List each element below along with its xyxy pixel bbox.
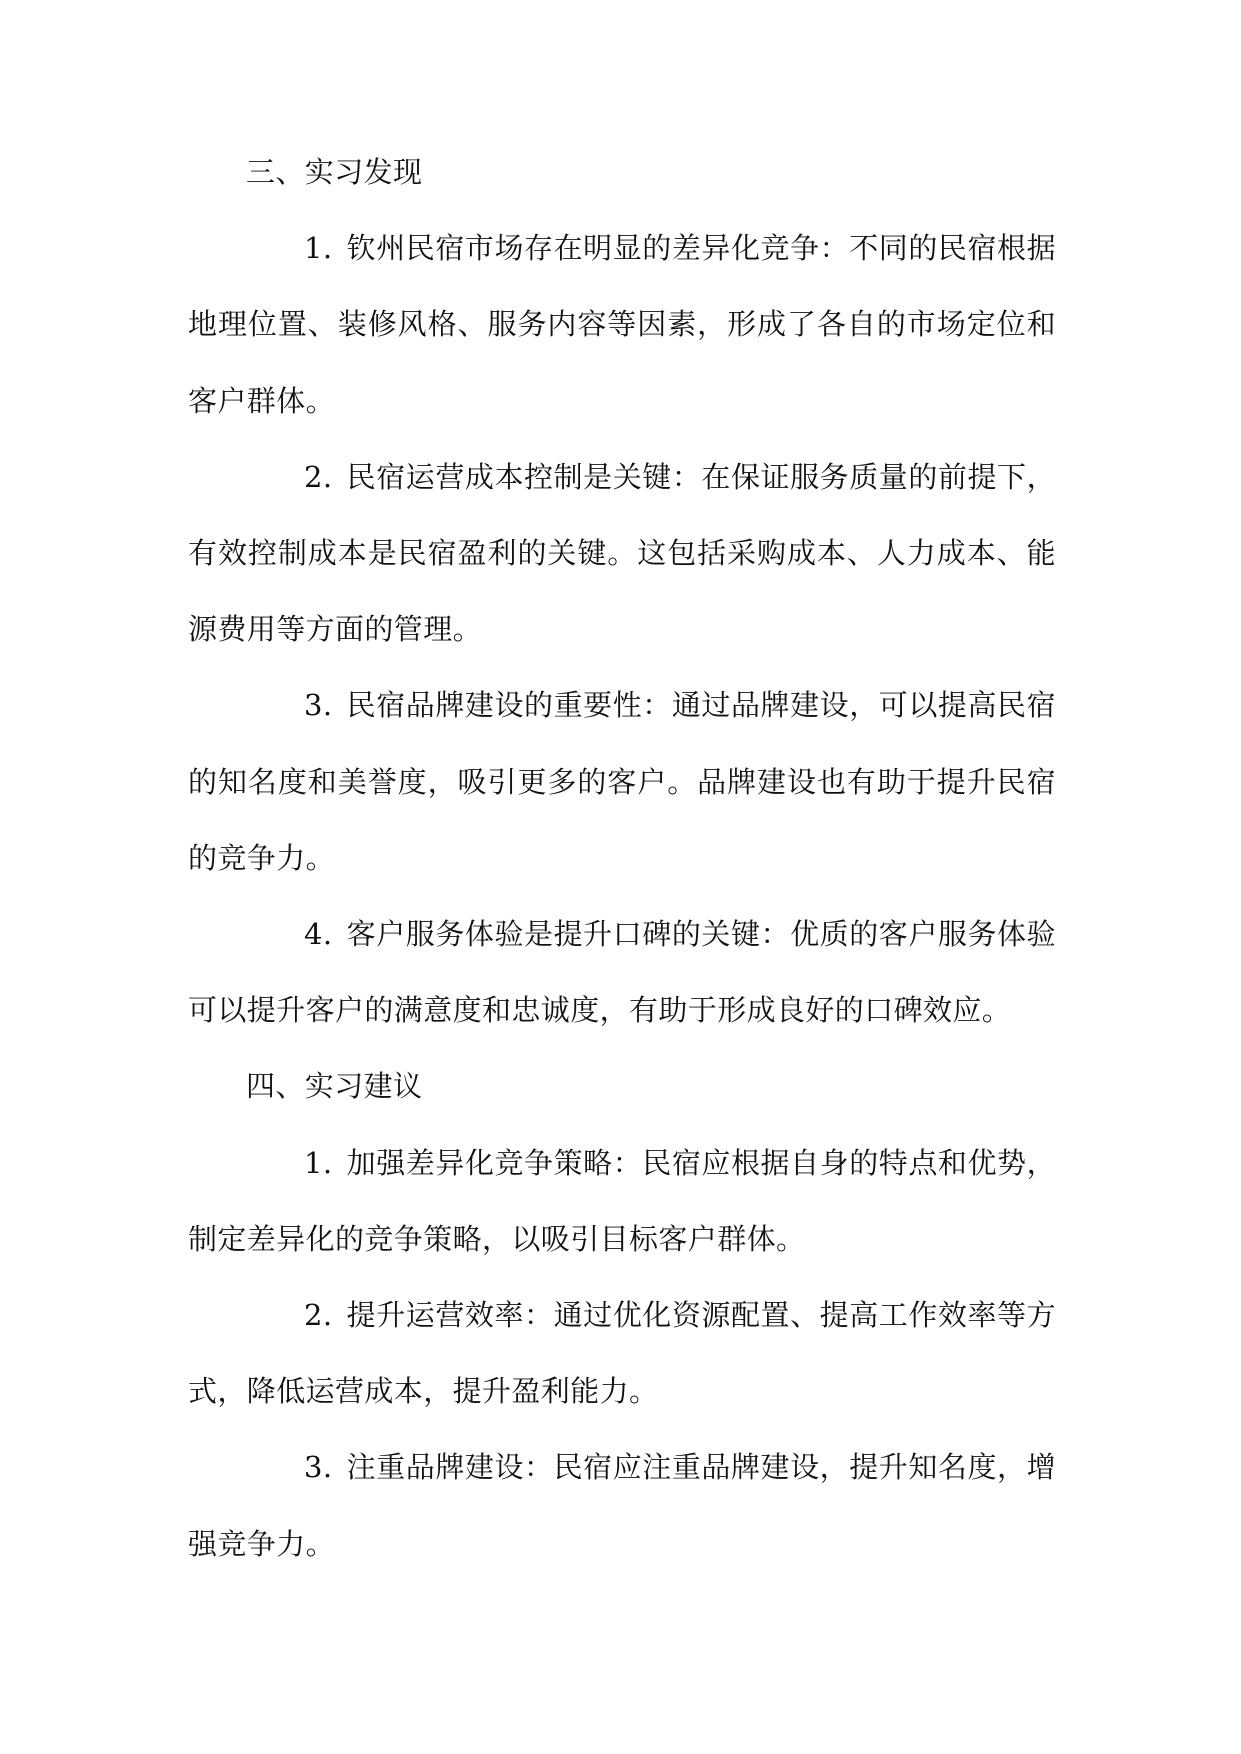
finding-item-2	[188, 439, 1056, 668]
section-heading-suggestions: 四、实习建议	[246, 1069, 423, 1104]
finding-number: 1.	[304, 231, 333, 266]
suggestion-item-1	[188, 1125, 1056, 1277]
suggestion-number: 2.	[304, 1298, 333, 1333]
suggestion-number: 3.	[304, 1450, 333, 1485]
finding-number: 4.	[304, 917, 333, 952]
document-body	[188, 134, 1056, 1582]
suggestion-text: 加强差异化竞争策略：民宿应根据自身的特点和优势，制定差异化的竞争策略，以吸引目标客户群体。	[188, 1145, 1056, 1256]
section-heading-findings: 三、实习发现	[246, 155, 423, 189]
suggestion-item-3	[188, 1429, 1056, 1581]
finding-item-3	[188, 667, 1056, 896]
suggestion-item-2	[188, 1277, 1056, 1429]
finding-number: 3.	[304, 688, 333, 723]
suggestion-text: 注重品牌建设：民宿应注重品牌建设，提升知名度，增强竞争力。	[188, 1450, 1056, 1561]
finding-number: 2.	[304, 459, 333, 494]
suggestion-text: 提升运营效率：通过优化资源配置、提高工作效率等方式，降低运营成本，提升盈利能力。	[188, 1298, 1056, 1409]
finding-text: 民宿品牌建设的重要性：通过品牌建设，可以提高民宿的知名度和美誉度，吸引更多的客户。品牌建设也有助于提升民宿的竞争力。	[188, 688, 1056, 875]
suggestion-number: 1.	[304, 1145, 333, 1180]
finding-text: 民宿运营成本控制是关键：在保证服务质量的前提下，有效控制成本是民宿盈利的关键。这包括采购成本、人力成本、能源费用等方面的管理。	[188, 459, 1056, 647]
finding-text: 客户服务体验是提升口碑的关键：优质的客户服务体验可以提升客户的满意度和忠诚度，有助于形成良好的口碑效应。	[188, 917, 1056, 1028]
finding-text: 钦州民宿市场存在明显的差异化竞争：不同的民宿根据地理位置、装修风格、服务内容等因素，形成了各自的市场定位和客户群体。	[188, 231, 1056, 418]
finding-item-4	[188, 896, 1056, 1048]
finding-item-1	[188, 210, 1056, 439]
